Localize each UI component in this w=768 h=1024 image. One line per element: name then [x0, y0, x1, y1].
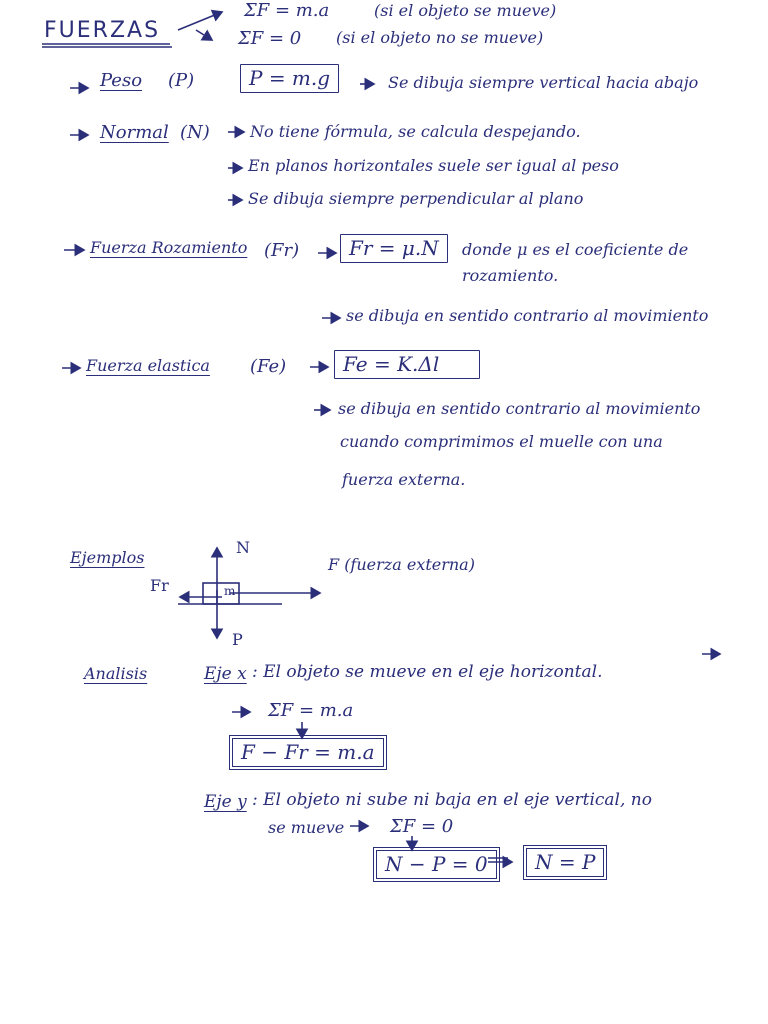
analysis-eq-n-equals-p: N = P: [526, 848, 604, 877]
rozamiento-name: Fuerza Rozamiento: [90, 238, 248, 257]
ejex-text: : El objeto se mueve en el eje horizontal.: [252, 662, 603, 682]
title-branch-static-note: (si el objeto no se mueve): [336, 28, 544, 47]
diagram-f-label: F (fuerza externa): [328, 555, 475, 574]
analysis-eq-f-minus-fr: F − Fr = m.a: [232, 738, 384, 767]
diagram-p-label: P: [232, 630, 243, 649]
analysis-eq-sum-ma: ΣF = m.a: [268, 700, 354, 721]
diagram-m-label: m: [224, 584, 236, 598]
rozamiento-note-1: donde μ es el coeficiente de: [462, 240, 689, 259]
normal-name: Normal: [100, 122, 169, 143]
elastica-name: Fuerza elastica: [86, 356, 210, 375]
rozamiento-symbol: (Fr): [264, 240, 300, 261]
normal-note-3: Se dibuja siempre perpendicular al plano: [248, 189, 584, 208]
peso-symbol: (P): [168, 70, 195, 91]
elastica-symbol: (Fe): [250, 356, 287, 377]
normal-note-1: No tiene fórmula, se calcula despejando.: [250, 122, 581, 141]
analisis-label: Analisis: [84, 664, 148, 683]
rozamiento-note-2: se dibuja en sentido contrario al movimiento: [346, 306, 709, 325]
diagram-fr-label: Fr: [150, 576, 169, 595]
rozamiento-note-1b: rozamiento.: [462, 266, 559, 285]
elastica-formula: Fe = K.Δl: [334, 350, 480, 379]
analysis-eq-n-minus-p: N − P = 0: [376, 850, 497, 879]
ejey-label: Eje y: [204, 792, 247, 812]
ejemplos-label: Ejemplos: [70, 548, 145, 567]
rozamiento-formula: Fr = μ.N: [340, 234, 448, 263]
elastica-note-1: se dibuja en sentido contrario al movimiento: [338, 399, 701, 418]
ejey-text: : El objeto ni sube ni baja en el eje vertical, no: [252, 790, 652, 810]
peso-name: Peso: [100, 70, 143, 91]
peso-formula: P = m.g: [240, 64, 339, 93]
elastica-note-2: cuando comprimimos el muelle con una: [340, 432, 663, 451]
branch-arrow-up: [178, 12, 222, 30]
title-branch-moving-note: (si el objeto se mueve): [374, 1, 557, 20]
peso-note: Se dibuja siempre vertical hacia abajo: [388, 73, 699, 92]
ejex-label: Eje x: [204, 664, 247, 684]
page-title: FUERZAS: [44, 18, 161, 43]
ejey-text-2: se mueve: [268, 818, 345, 837]
diagram-n-label: N: [236, 538, 250, 557]
analysis-eq-sum-zero: ΣF = 0: [390, 816, 454, 837]
normal-note-2: En planos horizontales suele ser igual al peso: [248, 156, 619, 175]
title-branch-moving: ΣF = m.a: [244, 0, 330, 21]
branch-arrow-down: [196, 30, 212, 40]
normal-symbol: (N): [180, 122, 210, 143]
title-branch-static: ΣF = 0: [238, 28, 302, 49]
elastica-note-3: fuerza externa.: [342, 470, 466, 489]
